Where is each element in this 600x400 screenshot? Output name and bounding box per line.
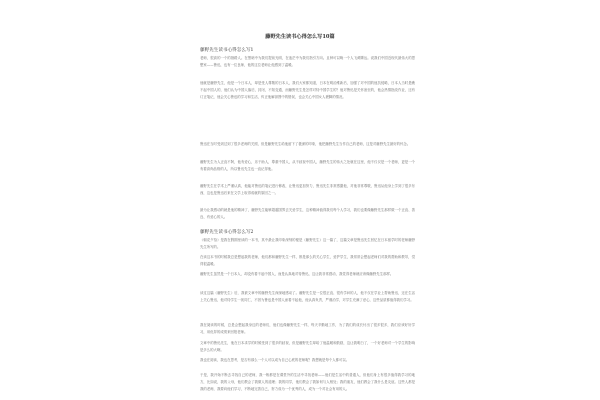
- paragraph: 文章中的鲁迅先生，他在日本求学的时候受到了很多的歧视，但是藤野先生却给了他温暖和鼓励，这让我明白了，一个好老师对一个学生的影响是多么的大啊。: [200, 341, 415, 353]
- document-title: 藤野先生读书心得怎么写10篇: [265, 34, 335, 40]
- paragraph: 于是，我开始不断去寻找自己的老师，我一般都是在课堂外的生活中寻找老师——他们是生活中的普通人，但他们身上有很多值得我学习的地方，比如说，我的父母，他们教会了我做人的道理；我的同学，他们教会了我如何与人相处；我的朋友，他们教会了我什么是友谊。这些人都是我的老师，我要向他们学习，不断地完善自己，努力成为一个优秀的人，成为一个对社会有用的人。: [200, 373, 415, 392]
- paragraph: 他就是藤野先生，他是一个日本人，却是受人尊敬的日本人，我们大家都知道，日本在明治维新后，加强了对中国的他抗侵略，日本人当时是瞧不起中国人的，他们认为中国人落后，封闭，不知变通，而藤野先生是怎样对待中国学生的？他对鲁迅是关怀备至的，他会热情批改作业，还有订正笔记，他会关心鲁迅的学习和生活，纠正他解剖图中的错误，也会关心中国女人裹脚的情况。: [200, 81, 415, 100]
- section-heading-2: 藤野先生读书心得怎么写2: [200, 230, 254, 235]
- paragraph: 藤野先生虽然是一个日本人，却没有看不起中国人，而是认真地对待鲁迅，这让我非常感动，我觉得老师就应该像藤野先生那样。: [200, 272, 394, 276]
- paragraph: 最为让我感动的就是他的精神了，藤野先生能够超越国界去关爱学生，这种精神值得我们每个人学习，我们也要像藤野先生那样做一个正直、善良、有爱心的人。: [200, 208, 415, 220]
- paragraph: 读过这篇《藤野先生》后，我被文章中的藤野先生深深地感动了。藤野先生是一位很正直、很有学问的人，他不仅在学业上帮助鲁迅，还在生活上关心鲁迅，他对待学生一视同仁，不因为鲁迅是中国人而看不起他，他认真负责，严谨治学，对学生充满了爱心，这些品质都值得我们学习。: [200, 291, 415, 303]
- paragraph: 藤野先生在学术上严谨认真，他能对鲁迅的笔记进行修改，让鲁迅更加努力，鲁迅先生非常感激他，对他非常尊敬，鲁迅从他身上学到了很多东西，这也是鲁迅后来在文学上取得成就的原因之一。: [200, 184, 415, 196]
- paragraph: 在读这本书的时候我总是想起我的老师，他们都和藤野先生一样，都是那么的关心学生，爱护学生，我常常会想起老师们对我的帮助和教导，觉得很温暖。: [200, 255, 415, 267]
- paragraph: 藤野先生为人正直不阿，他有爱心，乐于助人，尊重中国人，从不歧视中国人，藤野先生的伟大之处就在这里，他不仅仅是一个老师，更是一个有着高尚品格的人，所以鲁迅先生也一直记得他。: [200, 160, 415, 172]
- paragraph: 鲁迅在当时受到过到了很多老师的关照，但是藤野先生给他留下了极深的印象，他把藤野先生当作自己的老师，这是对藤野先生最好的怀念。: [200, 142, 411, 146]
- paragraph: 我也在阅读，我也在思考，是否有那么一个人可以成为自己心底的老师呢？我想就是每个人都可以。: [200, 358, 350, 362]
- paragraph: 《朝花夕拾》是我在假期里读的一本书，其中最让我印象深刻的便是《藤野先生》这一篇了，这篇文章是鲁迅先生回忆在日本留学时的老师藤野先生所写的。: [200, 238, 415, 250]
- paragraph: 老师，很高的一个的指路人。在黑暗中为我们提前光明，在迷茫中为我们指引方向。且种可以唤一个人飞黄腾达。说我们中国近现代最伟大的思想家——鲁迅，也有一位良师，他的这位老师让他感到了温暖。: [200, 56, 415, 68]
- section-heading-1: 藤野先生读书心得怎么写1: [200, 48, 254, 53]
- paragraph: 我在阅读的时候，总是会想起我身边的老师们，他们也像藤野先生一样，每天辛勤地工作，为了我们的成长付出了很多很多，我们应该好好学习，用优异的成绩来回报老师。: [200, 323, 415, 335]
